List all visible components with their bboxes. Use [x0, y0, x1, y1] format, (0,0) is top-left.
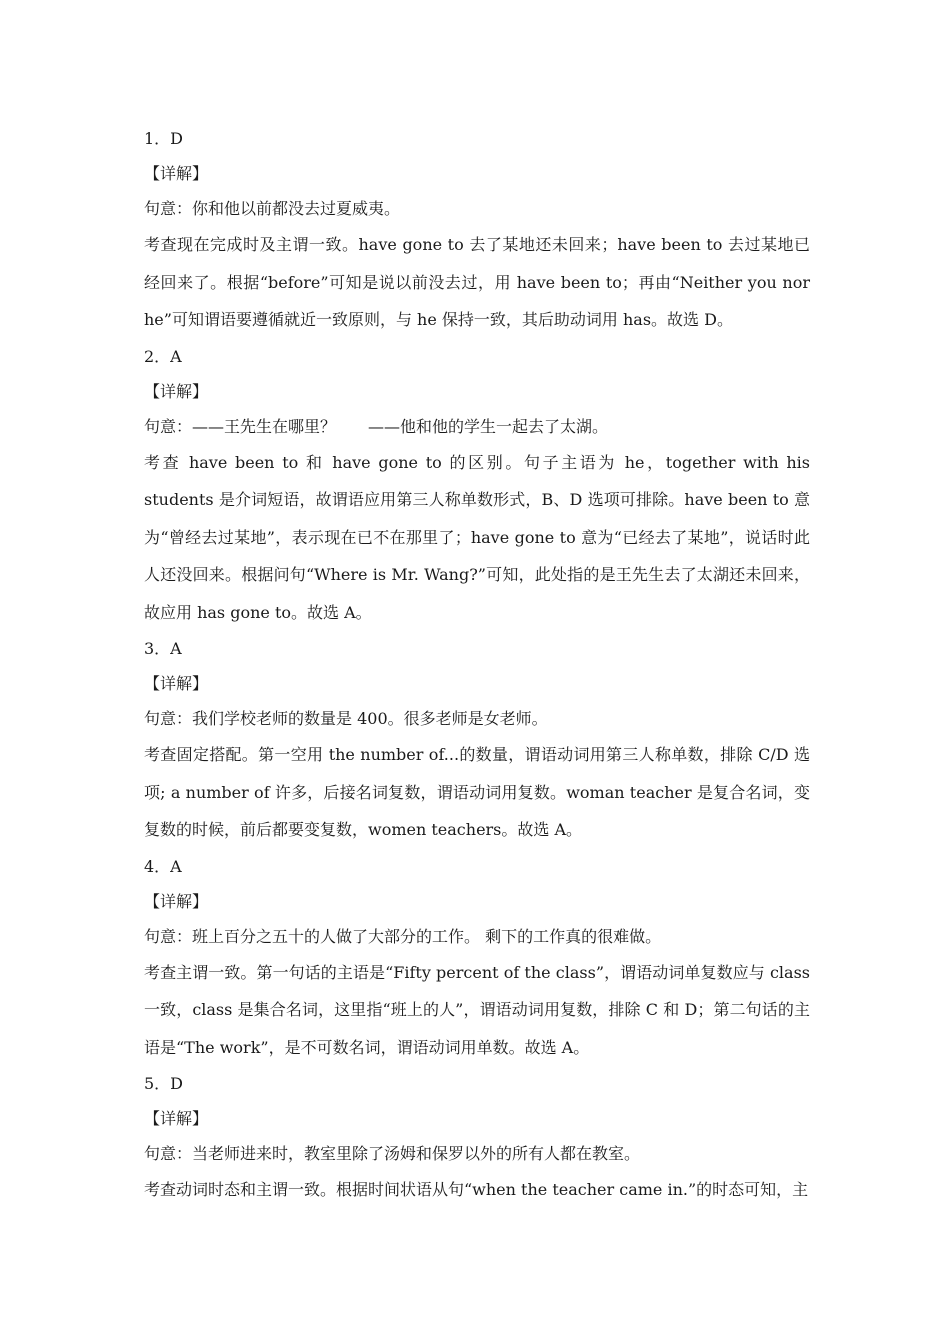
sentence-meaning: 句意：你和他以前都没去过夏威夷。	[144, 199, 401, 218]
answer-item-3	[144, 631, 810, 849]
answer-explanations	[144, 121, 810, 1209]
answer-item-4	[144, 849, 810, 1067]
answer-item-1	[144, 121, 810, 339]
answer-number: 1．D	[144, 129, 184, 148]
detail-label: 【详解】	[144, 674, 209, 693]
detail-label: 【详解】	[144, 381, 209, 401]
answer-item-2	[144, 339, 810, 632]
explanation-text: 考查现在完成时及主谓一致。have gone to 去了某地还未回来；have been to 去过某地已经回来了。根据“before”可知是说以前没去过，用 have been to；再由“Neither you nor he”可知谓语要遵循就近一致原则，与 he 保持一致，其后助动词用 has。故选 D。	[144, 235, 810, 329]
sentence-meaning: 句意：我们学校老师的数量是 400。很多老师是女老师。	[144, 709, 548, 728]
answer-number: 5．D	[144, 1074, 184, 1093]
detail-label: 【详解】	[144, 891, 209, 911]
answer-number: 4．A	[144, 856, 182, 876]
answer-item-5	[144, 1066, 810, 1209]
explanation-text: 考查主谓一致。第一句话的主语是“Fifty percent of the class”，谓语动词单复数应与 class 一致，class 是集合名词，这里指“班上的人”，谓语动词用复数，排除 C 和 D；第二句话的主语是“The work”，是不可数名词，谓语动词用单数。故选 A。	[144, 962, 810, 1057]
sentence-meaning: 句意：——王先生在哪里？ ——他和他的学生一起去了太湖。	[144, 416, 609, 436]
detail-label: 【详解】	[144, 1109, 209, 1128]
answer-number: 3．A	[144, 639, 182, 658]
explanation-text: 考查动词时态和主谓一致。根据时间状语从句“when the teacher came in.”的时态可知，主	[144, 1180, 809, 1199]
explanation-text: 考查固定搭配。第一空用 the number of...的数量，谓语动词用第三人称单数，排除 C/D 选项; a number of 许多，后接名词复数，谓语动词用复数。woman teacher 是复合名词，变复数的时候，前后都要变复数，women teachers。故选 A。	[144, 745, 810, 839]
explanation-text: 考查 have been to 和 have gone to 的区别。句子主语为 he，together with his students 是介词短语，故谓语应用第三人称单数形式，B、D 选项可排除。have been to 意为“曾经去过某地”，表示现在已不在那里了；have gone to 意为“已经去了某地”，说话时此人还没回来。根据问句“Where is Mr. Wang?”可知，此处指的是王先生去了太湖还未回来，故应用 has gone to。故选 A。	[144, 452, 810, 622]
sentence-meaning: 句意：班上百分之五十的人做了大部分的工作。 剩下的工作真的很难做。	[144, 926, 662, 946]
answer-number: 2．A	[144, 346, 182, 366]
sentence-meaning: 句意：当老师进来时，教室里除了汤姆和保罗以外的所有人都在教室。	[144, 1144, 641, 1163]
detail-label: 【详解】	[144, 164, 209, 183]
